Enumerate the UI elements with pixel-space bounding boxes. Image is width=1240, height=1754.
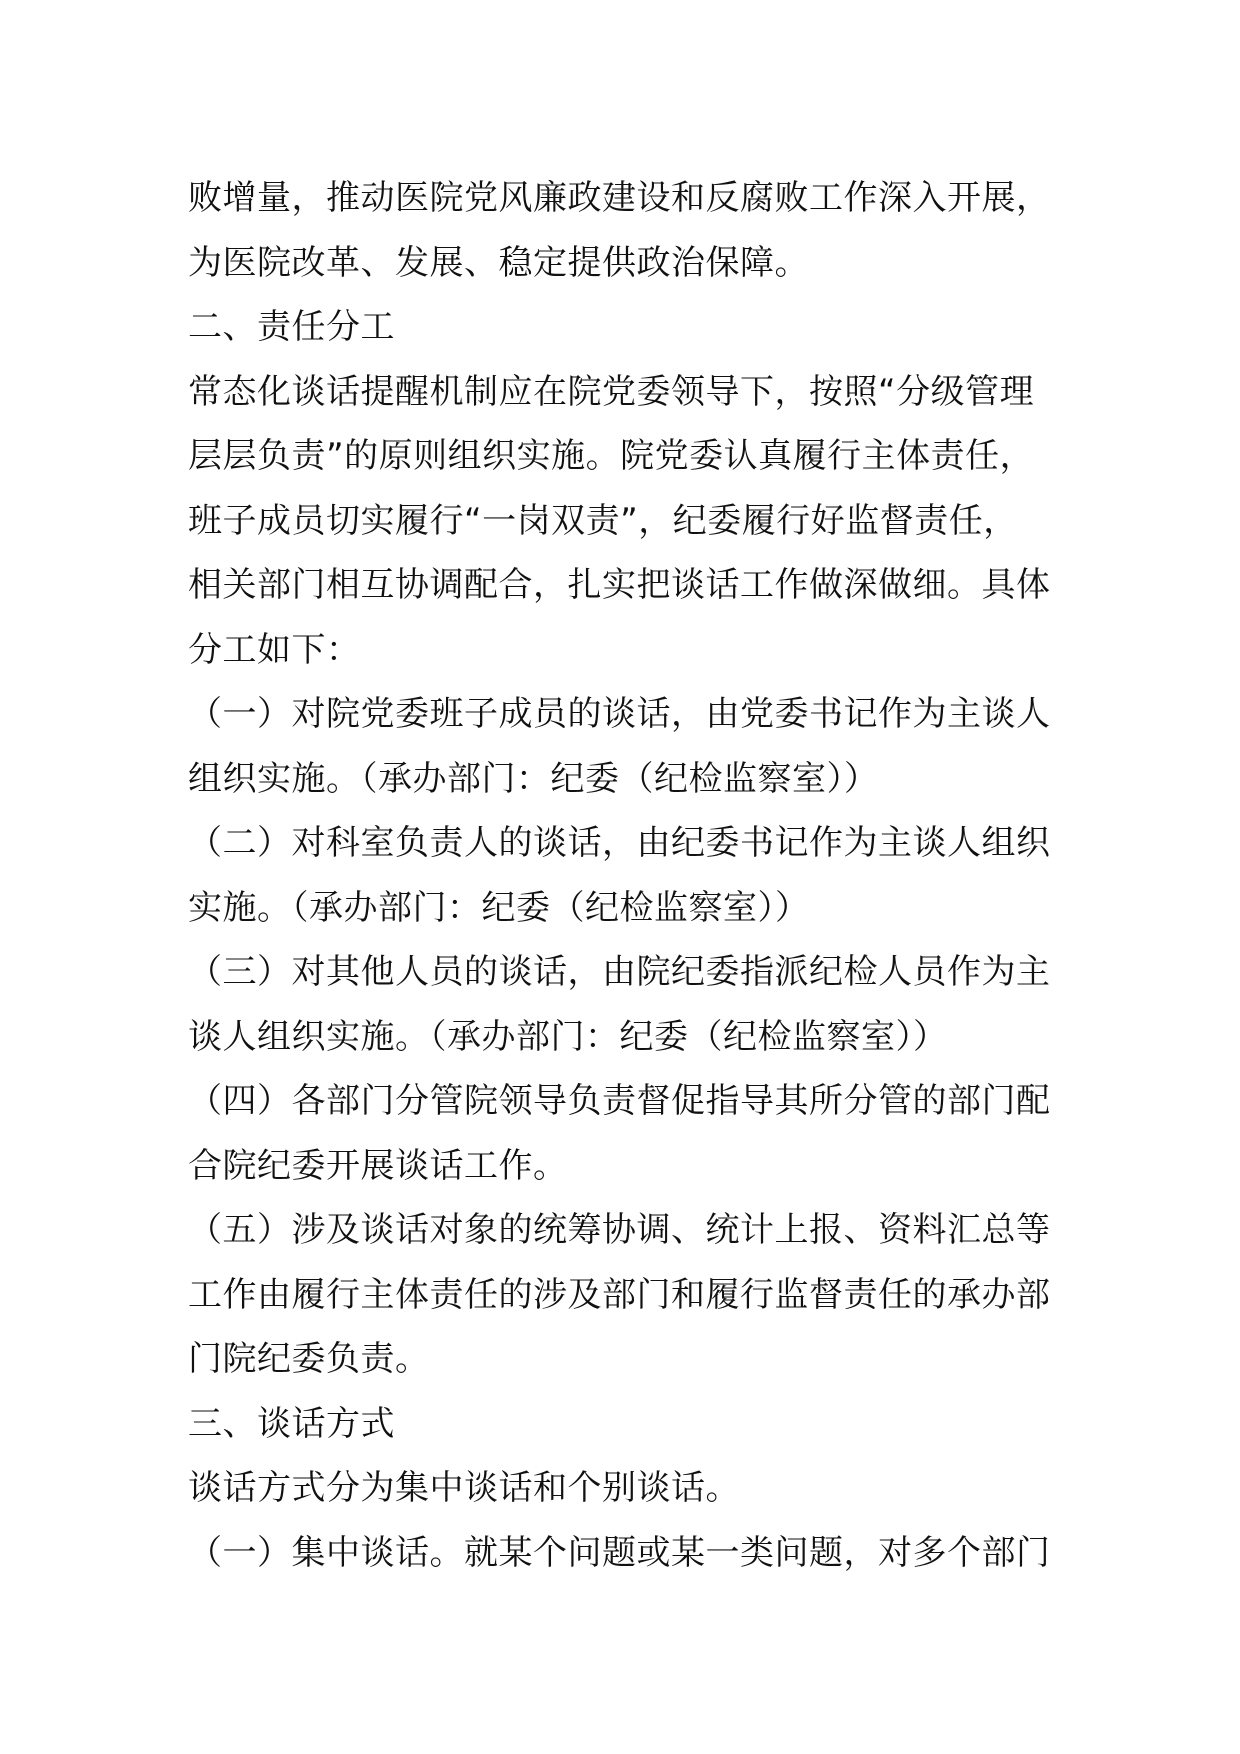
paragraph: [188, 360, 1088, 683]
text-line: 谈话方式分为集中谈话和个别谈话。: [188, 1468, 740, 1508]
text-line: 组织实施。（承办部门：纪委（纪检监察室））: [188, 758, 879, 799]
paragraph: [188, 166, 1088, 295]
section-heading: 二、责任分工: [188, 307, 395, 347]
text-line: 实施。（承办部门：纪委（纪检监察室））: [188, 887, 810, 928]
text-line: 为医院改革、发展、稳定提供政治保障。: [188, 242, 809, 283]
text-line: 相关部门相互协调配合，扎实把谈话工作做深做细。具体: [188, 565, 1051, 605]
text-line: （四）各部门分管院领导负责督促指导其所分管的部门配: [188, 1081, 1051, 1121]
text-line: 班子成员切实履行“一岗双责”，纪委履行好监督责任，: [188, 500, 1018, 541]
text-line: 谈人组织实施。（承办部门：纪委（纪检监察室））: [188, 1016, 948, 1057]
text-line: 常态化谈话提醒机制应在院党委领导下，按照“分级管理: [188, 371, 1035, 412]
document-body: [188, 166, 1088, 1585]
list-item: [188, 1069, 1088, 1198]
text-line: （三）对其他人员的谈话，由院纪委指派纪检人员作为主: [188, 952, 1051, 992]
text-line: 分工如下：: [188, 629, 361, 670]
list-item: [188, 1521, 1088, 1586]
text-line: （二）对科室负责人的谈话，由纪委书记作为主谈人组织: [188, 823, 1051, 863]
paragraph: [188, 1456, 1088, 1521]
list-item: [188, 811, 1088, 940]
list-item: [188, 682, 1088, 811]
section-heading: 三、谈话方式: [188, 1403, 395, 1444]
text-line: （一）集中谈话。就某个问题或某一类问题，对多个部门: [188, 1532, 1051, 1573]
list-item: [188, 1198, 1088, 1392]
text-line: 败增量，推动医院党风廉政建设和反腐败工作深入开展，: [188, 178, 1051, 218]
text-line: （五）涉及谈话对象的统筹协调、统计上报、资料汇总等: [188, 1210, 1051, 1250]
text-line: 门院纪委负责。: [188, 1339, 430, 1379]
text-line: （一）对院党委班子成员的谈话，由党委书记作为主谈人: [188, 694, 1051, 734]
text-line: 工作由履行主体责任的涉及部门和履行监督责任的承办部: [188, 1274, 1051, 1315]
text-line: 合院纪委开展谈话工作。: [188, 1145, 568, 1186]
text-line: 层层负责”的原则组织实施。院党委认真履行主体责任，: [188, 436, 1035, 476]
list-item: [188, 940, 1088, 1069]
